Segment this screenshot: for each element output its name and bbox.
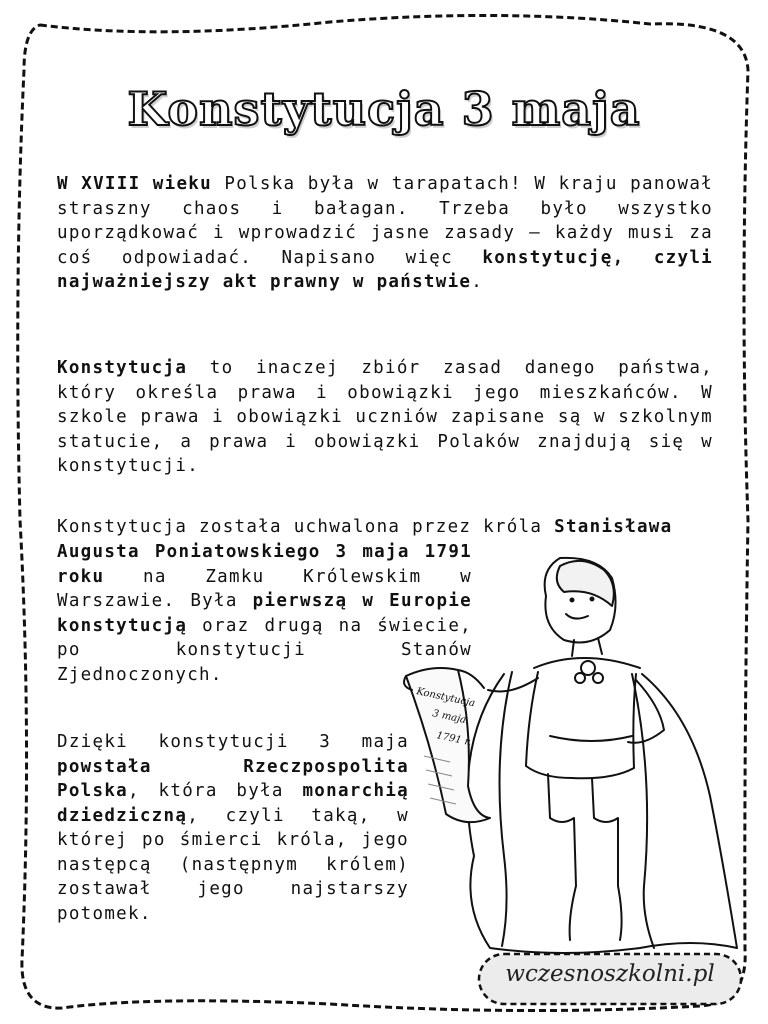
paragraph-definition	[57, 356, 713, 479]
scroll-text-line-3: 1791 r.	[435, 730, 473, 749]
paragraph-monarchy-text-1: Dzięki konstytucji 3 maja	[57, 732, 409, 752]
paragraph-monarchy-bold-1: powstała Rzeczpospolita Polska	[57, 756, 409, 801]
paragraph-intro-text-1: Polska była w tarapatach! W kraju panował straszny chaos i bałagan. Trzeba było wszystko uporządkować i wprowadzić jasne zasady — każdy musi za coś odpowiadać. Napisano więc	[57, 174, 713, 268]
scroll-text-line-1: Konstytucja	[415, 686, 476, 710]
paragraph-intro-bold-1: W XVIII wieku	[57, 174, 212, 194]
paragraph-monarchy-text-3: , czyli taką, w której po śmierci króla, jego następcą (następnym królem) zostawał jego najstarszy potomek.	[57, 805, 409, 924]
logo	[476, 951, 744, 1007]
paragraph-intro-text-2: .	[471, 272, 484, 292]
paragraph-adoption-text-3: oraz drugą na świecie, po konstytucji Stanów Zjednoczonych.	[57, 615, 472, 685]
paragraph-adoption-bold-3: pierwszą w Europie konstytucją	[57, 591, 473, 636]
paragraph-definition-text-1: to inaczej zbiór zasad danego państwa, który określa prawa i obowiązki jego mieszkańców. W szkole prawa i obowiązki uczniów zapisane są w szkolnym statucie, a prawa i obowiązki Polaków znajdują się w konstytucji.	[57, 358, 713, 476]
paragraph-adoption-bold-1: Stanisława	[554, 517, 673, 537]
paragraph-definition-bold-1: Konstytucja	[57, 358, 188, 378]
logo-text: wczesnoszkolni.pl	[505, 961, 715, 987]
king-illustration	[392, 556, 742, 956]
page-title: Konstytucja 3 maja	[127, 82, 641, 136]
paragraph-intro-bold-2: konstytucję, czyli najważniejszy akt prawny w państwie	[57, 247, 714, 292]
paragraph-adoption-bold-2: Augusta Poniatowskiego 3 maja 1791 roku	[57, 542, 472, 587]
paragraph-adoption-text-2: na Zamku Królewskim w Warszawie. Była	[57, 566, 472, 611]
paragraph-monarchy	[57, 730, 409, 926]
paragraph-adoption-text-1: Konstytucja została uchwalona przez króla	[57, 517, 555, 537]
paragraph-monarchy-text-2: , która była	[128, 781, 303, 801]
scroll-text-line-2: 3 maja	[431, 708, 467, 727]
paragraph-monarchy-bold-2: monarchią dziedziczną	[57, 781, 409, 826]
paragraph-adoption-first-line	[57, 515, 713, 540]
paragraph-intro	[57, 172, 713, 295]
